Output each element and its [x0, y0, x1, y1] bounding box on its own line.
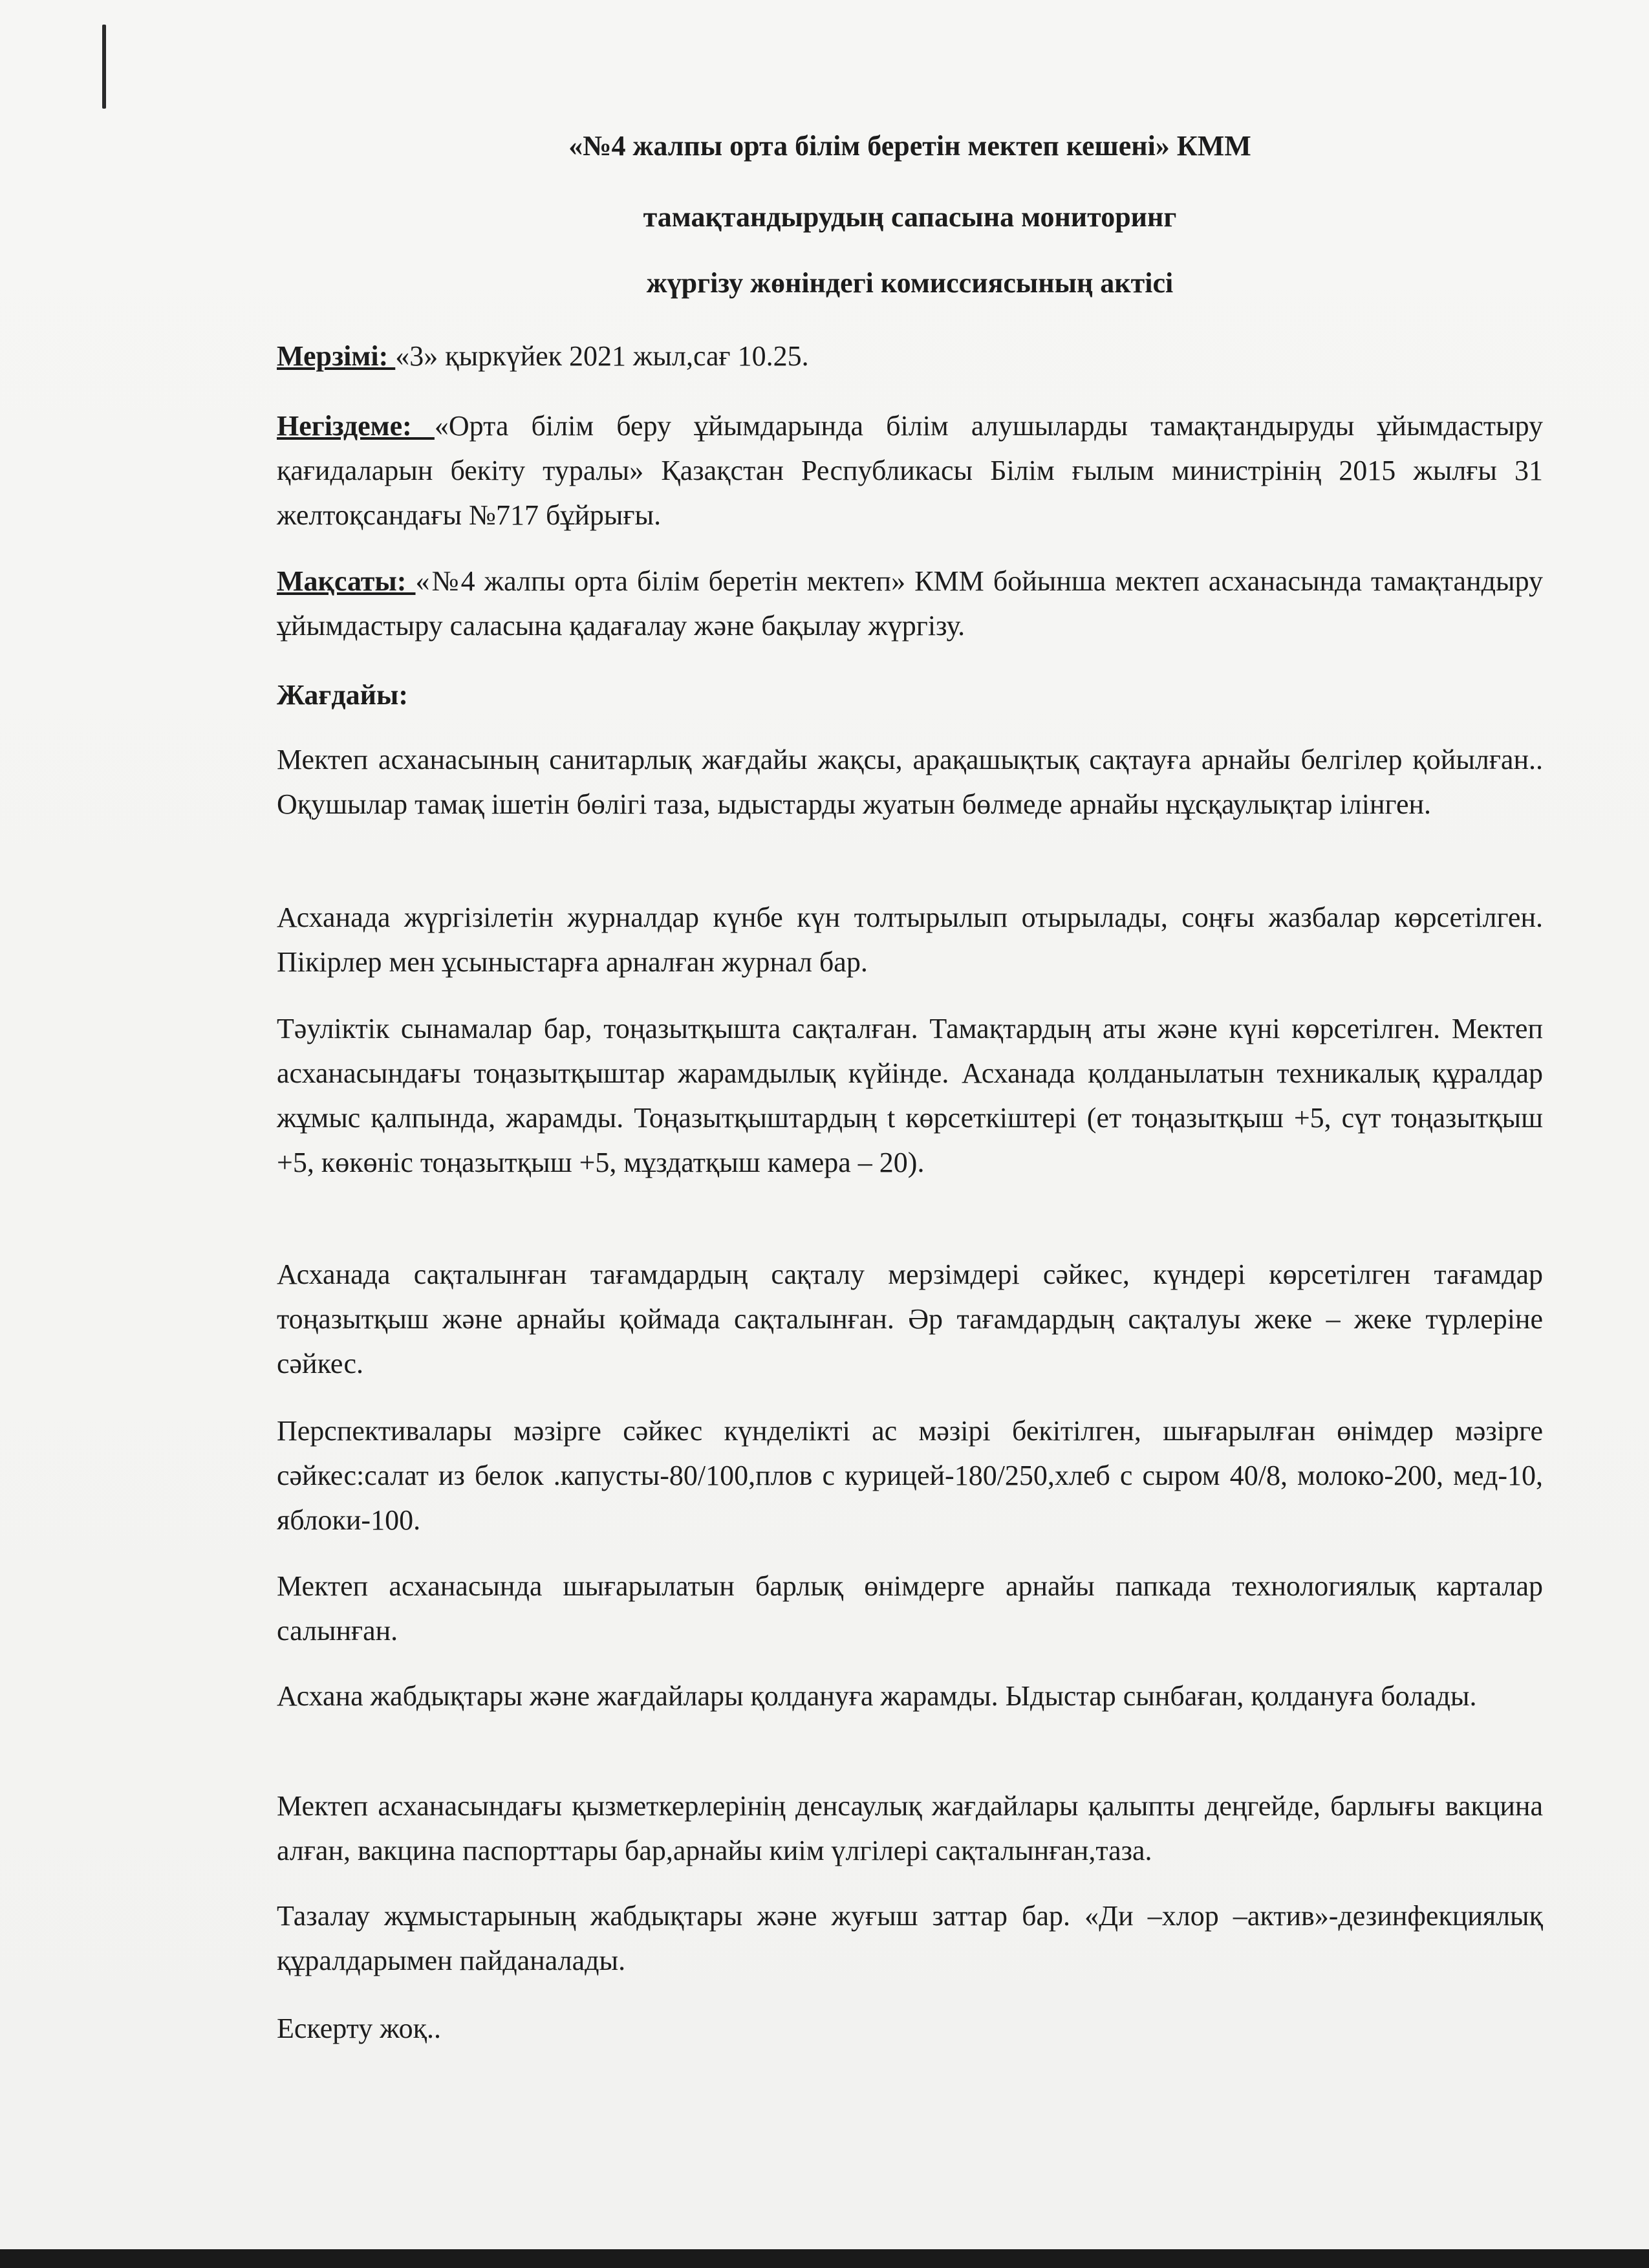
- body-paragraph: Тазалау жұмыстарының жабдықтары және жуғыш заттар бар. «Ди –хлор –актив»-дезинфекциялық құралдарымен пайданалады.: [277, 1900, 1543, 1976]
- body-paragraph: Асхана жабдықтары және жағдайлары қолдануға жарамды. Ыдыстар сынбаған, қолдануға болады.: [277, 1680, 1477, 1712]
- condition-heading: [277, 673, 1543, 717]
- header-line-3: жүргізу жөніндегі комиссиясының актісі: [646, 267, 1174, 299]
- date-value: «3» қыркүйек 2021 жыл,сағ 10.25.: [395, 340, 809, 372]
- basis-paragraph: [277, 404, 1543, 537]
- closing-note: Ескерту жоқ..: [277, 2013, 441, 2044]
- basis-value: «Орта білім беру ұйымдарында білім алушыларды тамақтандыруды ұйымдастыру қағидаларын бекіту туралы» Қазақстан Республикасы Білім ғылым министрінің 2015 жылғы 31 желтоқсандағы №717 бұйрығы.: [277, 410, 1543, 531]
- body-paragraph: Асханада жүргізілетін журналдар күнбе күн толтырылып отырылады, соңғы жазбалар көрсетілген. Пікірлер мен ұсыныстарға арналған журнал бар.: [277, 902, 1543, 978]
- goal-paragraph: [277, 559, 1543, 648]
- body-paragraph: Тәуліктік сынамалар бар, тоңазытқышта сақталған. Тамақтардың аты және күні көрсетілген. Мектеп асханасындағы тоңазытқыштар жарамдылық күйінде. Асханада қолданылатын техникалық құралдар жұмыс қалпында, жарамды. Тоңазытқыштардың t көрсеткіштері (ет тоңазытқыш +5, сүт тоңазытқыш +5, көкөніс тоңазытқыш +5, мұздатқыш камера – 20).: [277, 1013, 1543, 1178]
- condition-label: Жағдайы:: [277, 679, 409, 711]
- scan-bottom-edge: [0, 2249, 1649, 2268]
- body-paragraph: Мектеп асханасындағы қызметкерлерінің денсаулық жағдайлары қалыпты деңгейде, барлығы вакцина алған, вакцина паспорттары бар,арнайы киім үлгілері сақталынған,таза.: [277, 1790, 1543, 1866]
- body-paragraph: Мектеп асханасының санитарлық жағдайы жақсы, арақашықтық сақтауға арнайы белгілер қойылған.. Оқушылар тамақ ішетін бөлігі таза, ыдыстарды жуатын бөлмеде арнайы нұсқаулықтар ілінген.: [277, 744, 1543, 820]
- goal-value: «№4 жалпы орта білім беретін мектеп» КММ бойынша мектеп асханасында тамақтандыру ұйымдастыру саласына қадағалау және бақылау жүргізу.: [277, 565, 1543, 642]
- date-label: Мерзімі:: [277, 340, 396, 372]
- header-line-2: тамақтандырудың сапасына мониторинг: [643, 201, 1177, 233]
- basis-label: Негіздеме:: [277, 410, 435, 442]
- body-paragraph: Мектеп асханасында шығарылатын барлық өнімдерге арнайы папкада технологиялық карталар салынған.: [277, 1570, 1543, 1647]
- staple-mark: [102, 25, 106, 109]
- body-paragraph: Перспективалары мәзірге сәйкес күнделікті ас мәзірі бекітілген, шығарылған өнімдер мәзірге сәйкес:салат из белок .капусты-80/100,плов с курицей-180/250,хлеб с сыром 40/8, молоко-200, мед-10, яблоки-100.: [277, 1415, 1543, 1536]
- header-line-1: «№4 жалпы орта білім беретін мектеп кешені» КММ: [568, 130, 1251, 162]
- goal-label: Мақсаты:: [277, 565, 416, 597]
- body-paragraph: Асханада сақталынған тағамдардың сақталу мерзімдері сәйкес, күндері көрсетілген тағамдар тоңазытқыш және арнайы қоймада сақталынған. Әр тағамдардың сақталуы жеке – жеке түрлеріне сәйкес.: [277, 1258, 1543, 1379]
- date-paragraph: [277, 334, 1543, 378]
